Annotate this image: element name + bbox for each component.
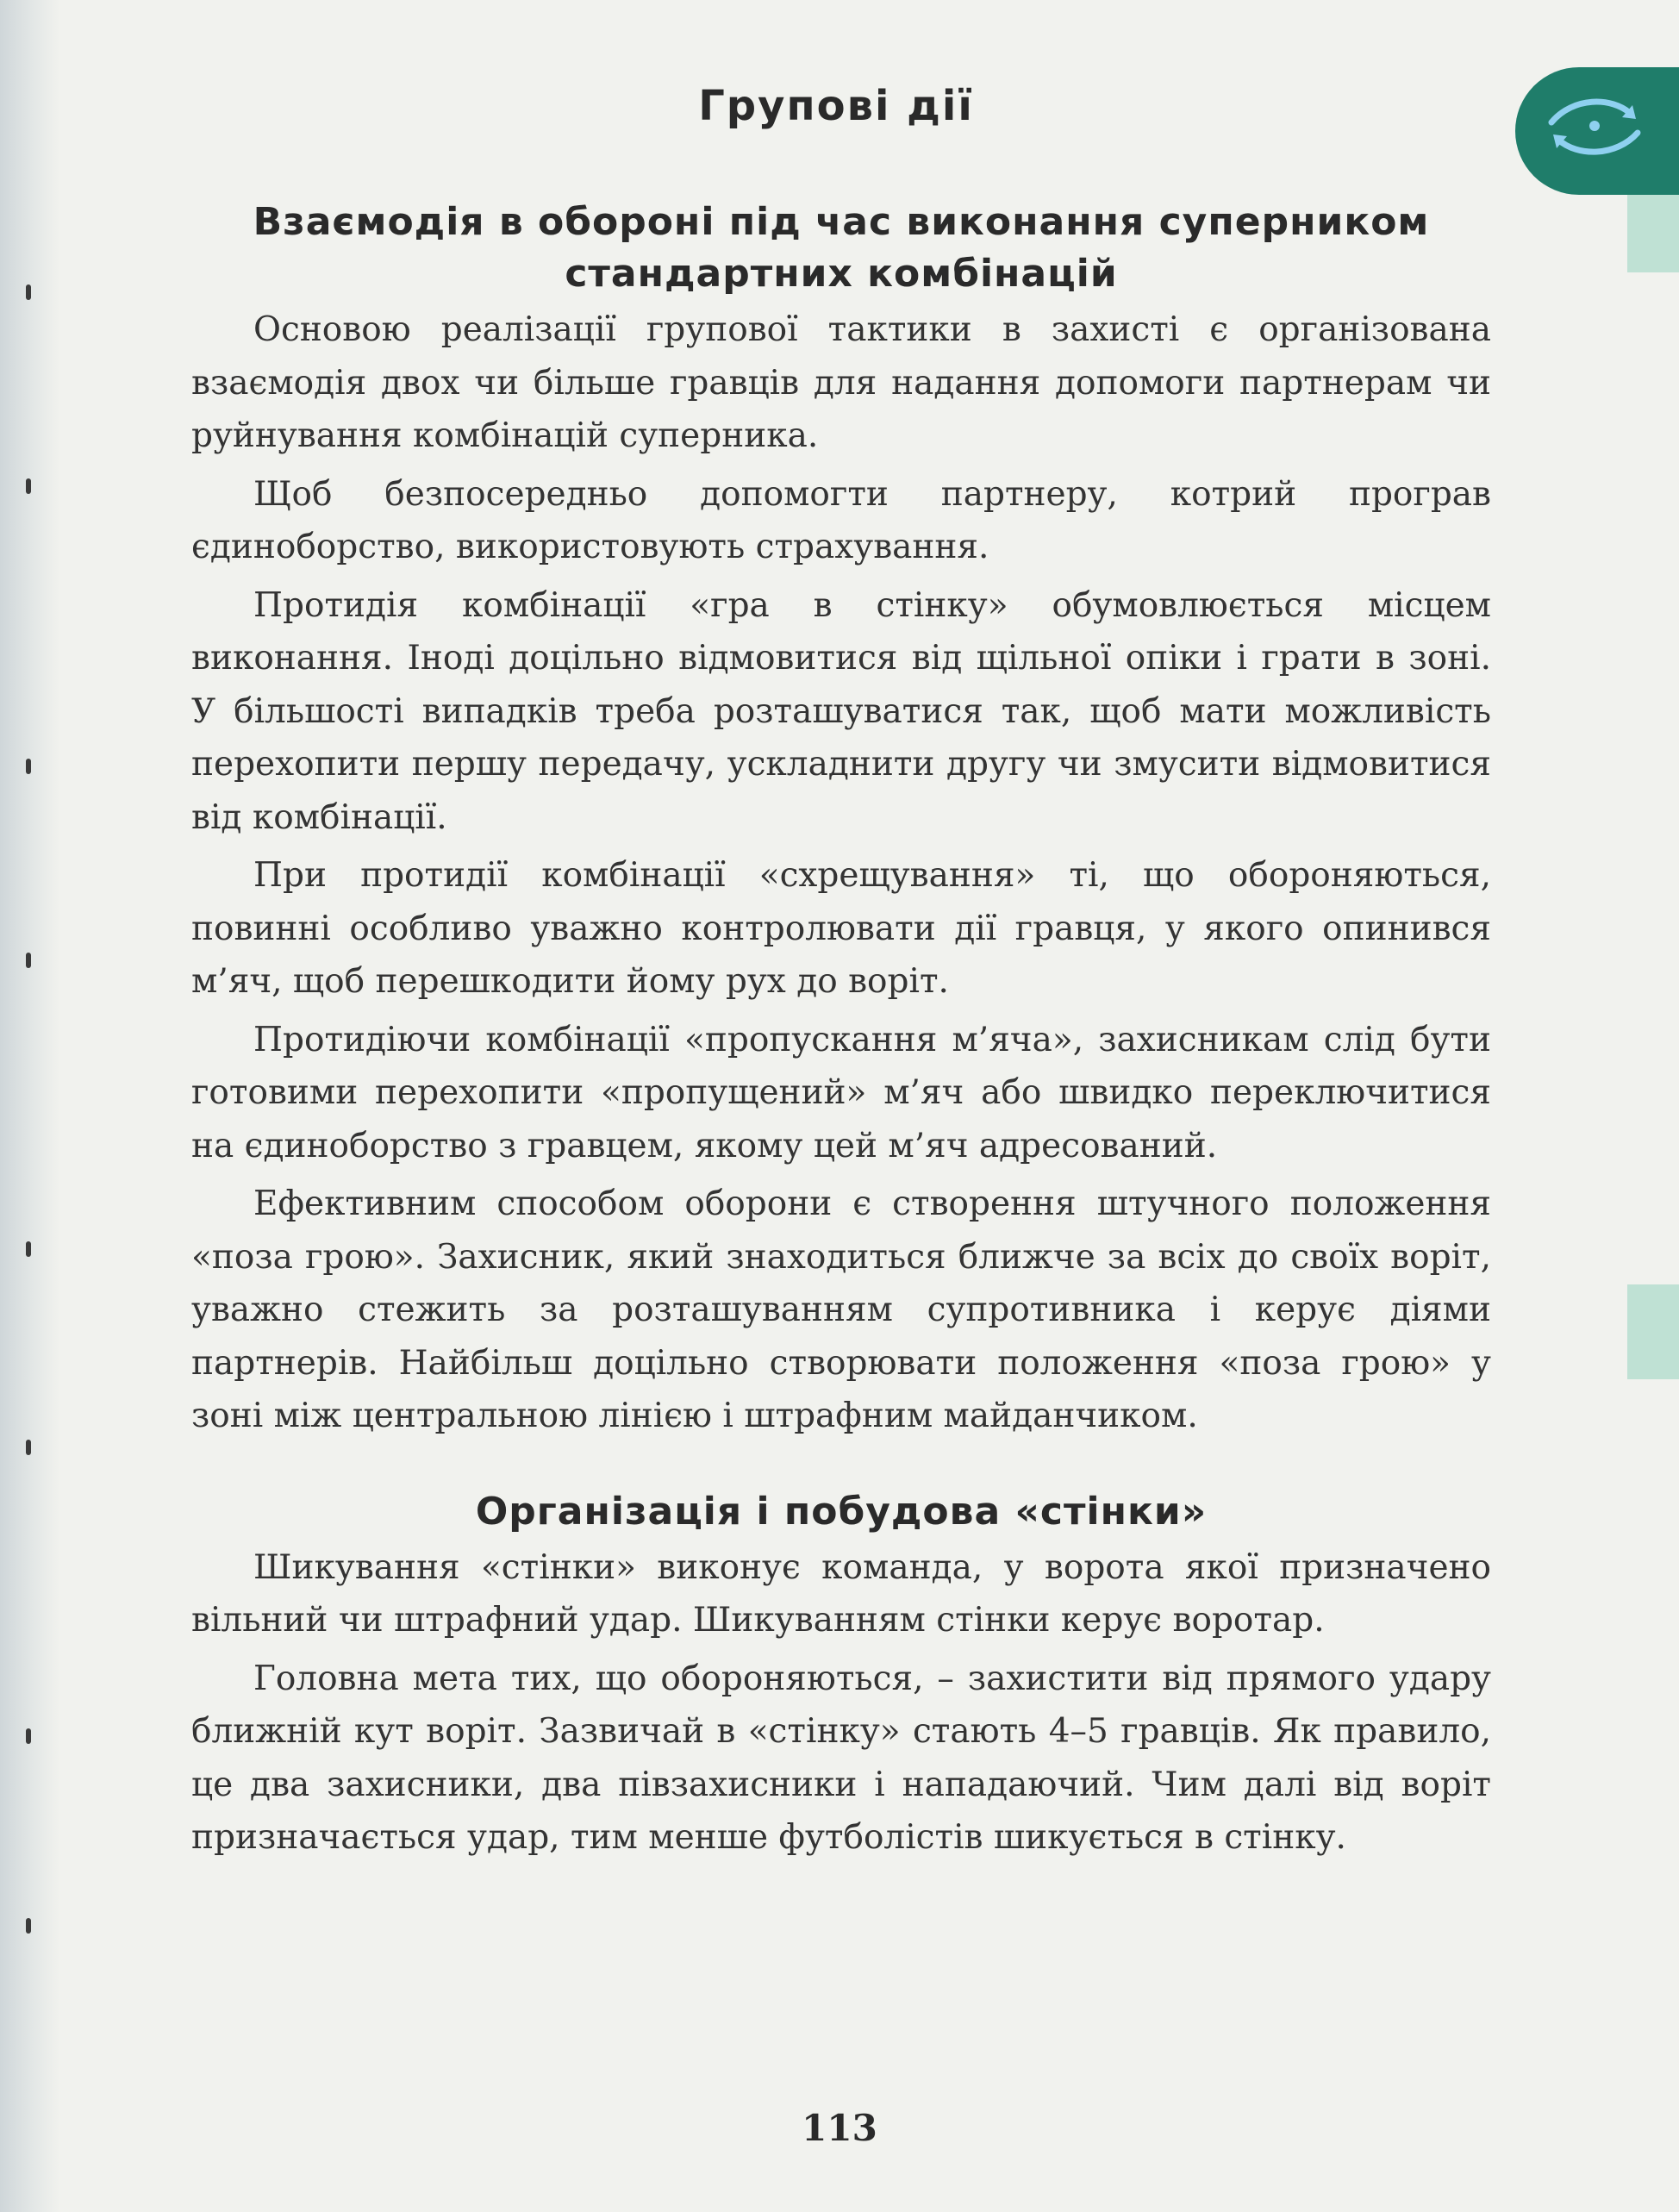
edge-mark (26, 1440, 31, 1455)
section-title: Взаємодія в обороні під час виконання суперником стандартних комбінацій (253, 200, 1430, 296)
edge-mark (26, 1241, 31, 1257)
page-header: Групові дії (698, 82, 974, 130)
chapter-tab (1515, 67, 1679, 195)
paragraph: Основою реалізації групової тактики в захисті є організована взаємодія двох чи більше гравців для надання допомоги партнерам чи руйнування комбінацій суперника. (191, 310, 1491, 455)
paragraph: Протидія комбінації «гра в стінку» обумовлюється місцем виконання. Іноді доцільно відмовитися від щільної опіки і грати в зоні. У більшості випадків треба розташуватися так, щоб мати можливість перехопити першу передачу, ускладнити другу чи змусити відмовитися від комбінації. (191, 585, 1491, 837)
paragraph: Протидіючи комбінації «пропускання м’яча», захисникам слід бути готовими перехопити «пропущений» м’яч або швидко переключитися на єдиноборство з гравцем, якому цей м’яч адресований. (191, 1020, 1491, 1165)
two-arrows-icon (1543, 91, 1646, 160)
page-edge-strip (1627, 195, 1679, 272)
page-edge-strip (1627, 1284, 1679, 1379)
paragraph: При протидії комбінації «схрещування» ті, що обороняються, повинні особливо уважно контролювати дії гравця, у якого опинився м’яч, щоб перешкодити йому рух до воріт. (191, 856, 1491, 1001)
edge-mark (26, 284, 31, 300)
edge-mark (26, 953, 31, 968)
page-content (191, 197, 1491, 1870)
section-defense-interaction (191, 197, 1491, 1443)
paragraph: Щоб безпосередньо допомогти партнеру, котрий програв єдиноборство, використовують страхування. (191, 474, 1491, 566)
page-gutter-shadow (0, 0, 60, 2212)
page-number: 113 (802, 2107, 877, 2149)
edge-mark (26, 1918, 31, 1934)
edge-mark (26, 478, 31, 494)
section-title: Організація і побудова «стінки» (475, 1489, 1208, 1534)
paragraph: Шикування «стінки» виконує команда, у ворота якої призначено вільний чи штрафний удар. Шикуванням стінки керує воротар. (191, 1547, 1491, 1640)
edge-mark (26, 1728, 31, 1744)
section-wall-organization (191, 1486, 1491, 1865)
paragraph: Ефективним способом оборони є створення штучного положення «поза грою». Захисник, який знаходиться ближче за всіх до своїх воріт, уважно стежить за розташуванням супротивника і керує діями партнерів. Найбільш доцільно створювати положення «поза грою» у зоні між центральною лінією і штрафним майданчиком. (191, 1184, 1491, 1435)
edge-mark (26, 759, 31, 774)
paragraph: Головна мета тих, що обороняються, – захистити від прямого удару ближній кут воріт. Зазвичай в «стінку» стають 4–5 гравців. Як правило, це два захисники, два півзахисники і нападаючий. Чим далі від воріт призначається удар, тим менше футболістів шикується в стінку. (191, 1659, 1491, 1857)
